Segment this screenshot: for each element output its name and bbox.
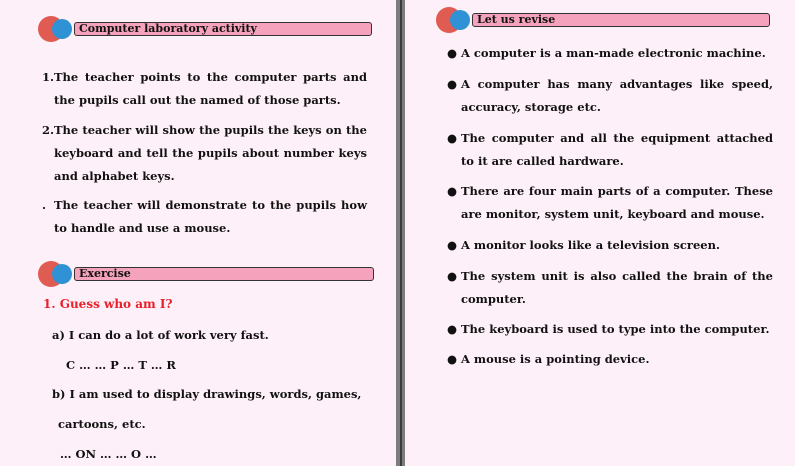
revise-point-3: [447, 127, 773, 173]
exercise-heading-label: Exercise: [74, 267, 374, 281]
activity-number: .: [42, 198, 47, 212]
revise-point-text: The system unit is also called the brain of the computer.: [461, 269, 773, 306]
revise-point-4: [447, 180, 773, 226]
bullet-dot: ●: [447, 46, 458, 60]
activity-heading: [38, 16, 372, 42]
activity-item-1: [42, 66, 367, 112]
bullet-dot: ●: [447, 131, 458, 145]
revise-point-text: A computer is a man-made electronic machine.: [461, 46, 766, 60]
bullet-dot: ●: [447, 322, 458, 336]
revise-point-2: [447, 73, 773, 119]
question-title: 1. Guess who am I?: [43, 297, 173, 311]
page-divider-line: [400, 0, 402, 466]
revise-point-text: A mouse is a pointing device.: [461, 352, 650, 366]
activity-text: The teacher will demonstrate to the pupils how to handle and use a mouse.: [54, 198, 367, 235]
exercise-answer: … ON … … O …: [60, 447, 157, 461]
activity-text: The teacher points to the computer parts and the pupils call out the named of those parts.: [54, 70, 367, 107]
bullet-dot: ●: [447, 352, 458, 366]
revise-heading-label: Let us revise: [472, 13, 770, 27]
revise-point-8: [447, 348, 773, 371]
activity-text: The teacher will show the pupils the keys on the keyboard and tell the pupils about number keys and alphabet keys.: [54, 123, 367, 183]
bullet-dot: ●: [447, 238, 458, 252]
activity-item-3: [42, 194, 367, 240]
exercise-line: a) I can do a lot of work very fast.: [52, 328, 269, 342]
revise-point-6: [447, 265, 773, 311]
revise-point-text: The keyboard is used to type into the computer.: [461, 322, 770, 336]
revise-point-text: A computer has many advantages like speed, accuracy, storage etc.: [461, 77, 773, 114]
revise-point-5: [447, 234, 773, 257]
revise-point-7: [447, 318, 773, 341]
exercise-answer: C … … P … T … R: [66, 358, 176, 372]
exercise-line: b) I am used to display drawings, words, games,: [52, 387, 362, 401]
left-page: [0, 0, 396, 466]
right-page: [405, 0, 795, 466]
exercise-heading: [38, 261, 374, 287]
bullet-dot: ●: [447, 184, 458, 198]
activity-heading-label: Computer laboratory activity: [74, 22, 372, 36]
revise-heading: [436, 7, 770, 33]
activity-number: 1.: [42, 70, 55, 84]
heading-circle-blue: [450, 10, 470, 30]
exercise-line: cartoons, etc.: [58, 417, 146, 431]
bullet-dot: ●: [447, 269, 458, 283]
heading-circle-blue: [52, 264, 72, 284]
revise-point-text: The computer and all the equipment attached to it are called hardware.: [461, 131, 773, 168]
revise-point-text: There are four main parts of a computer. These are monitor, system unit, keyboard and mouse.: [461, 184, 773, 221]
revise-point-text: A monitor looks like a television screen.: [461, 238, 720, 252]
revise-point-1: [447, 42, 773, 65]
activity-item-2: [42, 119, 367, 188]
heading-circle-blue: [52, 19, 72, 39]
bullet-dot: ●: [447, 77, 458, 91]
activity-number: 2.: [42, 123, 55, 137]
